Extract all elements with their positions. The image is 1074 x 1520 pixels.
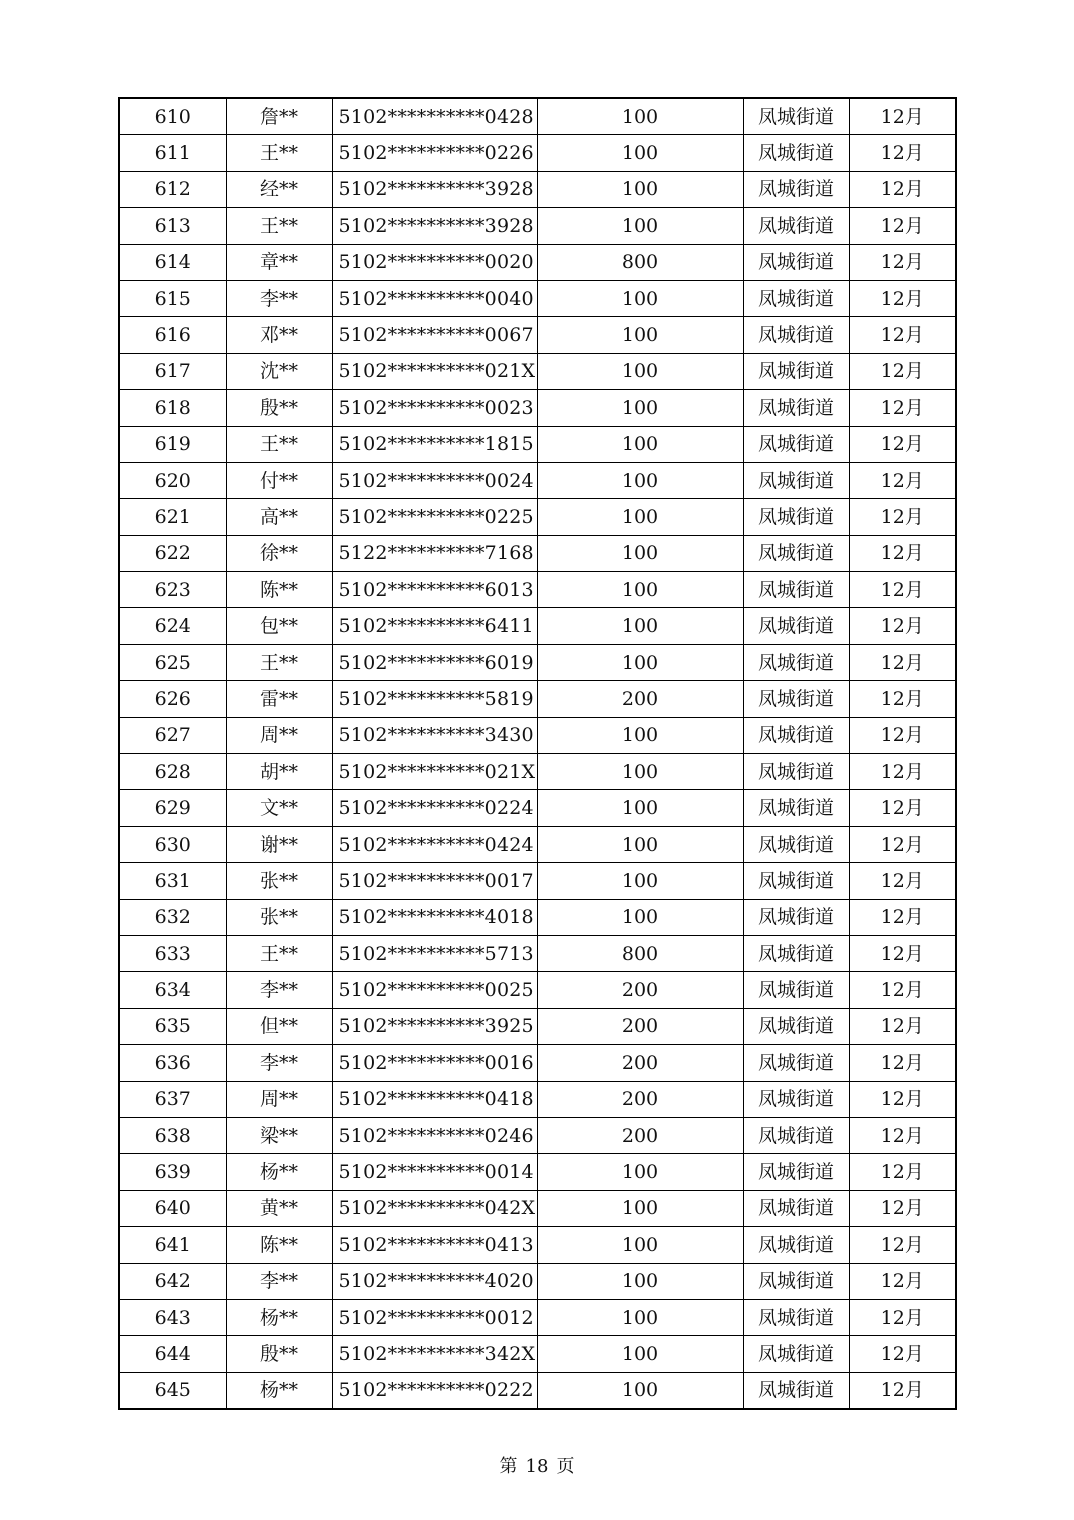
name-cell: 王** — [226, 644, 332, 680]
name-cell: 杨** — [226, 1299, 332, 1335]
street-cell: 凤城街道 — [743, 935, 849, 971]
street-cell: 凤城街道 — [743, 1372, 849, 1409]
month-cell: 12月 — [849, 717, 956, 753]
month-cell: 12月 — [849, 1154, 956, 1190]
name-cell: 谢** — [226, 826, 332, 862]
page-number: 18 — [525, 1456, 549, 1477]
table-row — [119, 353, 956, 389]
month-cell: 12月 — [849, 426, 956, 462]
amount-cell: 200 — [537, 1081, 743, 1117]
table-row — [119, 572, 956, 608]
name-cell: 李** — [226, 1263, 332, 1299]
street-cell: 凤城街道 — [743, 1154, 849, 1190]
amount-cell: 100 — [537, 1336, 743, 1372]
id-number-cell: 5102**********0246 — [332, 1117, 537, 1153]
row-number-cell: 618 — [119, 390, 226, 426]
table-row — [119, 1008, 956, 1044]
amount-cell: 100 — [537, 317, 743, 353]
month-cell: 12月 — [849, 98, 956, 135]
row-number-cell: 638 — [119, 1117, 226, 1153]
street-cell: 凤城街道 — [743, 1336, 849, 1372]
amount-cell: 100 — [537, 572, 743, 608]
table-row — [119, 1263, 956, 1299]
name-cell: 经** — [226, 171, 332, 207]
id-number-cell: 5102**********021X — [332, 754, 537, 790]
street-cell: 凤城街道 — [743, 1008, 849, 1044]
name-cell: 陈** — [226, 1227, 332, 1263]
table-row — [119, 1372, 956, 1409]
street-cell: 凤城街道 — [743, 353, 849, 389]
amount-cell: 200 — [537, 1008, 743, 1044]
row-number-cell: 628 — [119, 754, 226, 790]
amount-cell: 200 — [537, 972, 743, 1008]
id-number-cell: 5102**********5819 — [332, 681, 537, 717]
street-cell: 凤城街道 — [743, 572, 849, 608]
name-cell: 梁** — [226, 1117, 332, 1153]
table-row — [119, 1299, 956, 1335]
id-number-cell: 5102**********342X — [332, 1336, 537, 1372]
row-number-cell: 640 — [119, 1190, 226, 1226]
name-cell: 邓** — [226, 317, 332, 353]
id-number-cell: 5102**********0428 — [332, 98, 537, 135]
amount-cell: 100 — [537, 826, 743, 862]
street-cell: 凤城街道 — [743, 244, 849, 280]
street-cell: 凤城街道 — [743, 426, 849, 462]
amount-cell: 100 — [537, 1372, 743, 1409]
name-cell: 殷** — [226, 1336, 332, 1372]
name-cell: 周** — [226, 1081, 332, 1117]
row-number-cell: 622 — [119, 535, 226, 571]
table-row — [119, 1045, 956, 1081]
table-row — [119, 1336, 956, 1372]
row-number-cell: 626 — [119, 681, 226, 717]
street-cell: 凤城街道 — [743, 1045, 849, 1081]
row-number-cell: 630 — [119, 826, 226, 862]
amount-cell: 100 — [537, 1154, 743, 1190]
name-cell: 雷** — [226, 681, 332, 717]
row-number-cell: 614 — [119, 244, 226, 280]
month-cell: 12月 — [849, 899, 956, 935]
table-row — [119, 244, 956, 280]
row-number-cell: 641 — [119, 1227, 226, 1263]
name-cell: 章** — [226, 244, 332, 280]
name-cell: 王** — [226, 935, 332, 971]
month-cell: 12月 — [849, 754, 956, 790]
table-row — [119, 462, 956, 498]
street-cell: 凤城街道 — [743, 608, 849, 644]
month-cell: 12月 — [849, 1008, 956, 1044]
name-cell: 黄** — [226, 1190, 332, 1226]
name-cell: 但** — [226, 1008, 332, 1044]
month-cell: 12月 — [849, 608, 956, 644]
row-number-cell: 616 — [119, 317, 226, 353]
id-number-cell: 5122**********7168 — [332, 535, 537, 571]
table-row — [119, 935, 956, 971]
month-cell: 12月 — [849, 790, 956, 826]
name-cell: 陈** — [226, 572, 332, 608]
month-cell: 12月 — [849, 244, 956, 280]
amount-cell: 100 — [537, 1299, 743, 1335]
id-number-cell: 5102**********5713 — [332, 935, 537, 971]
amount-cell: 100 — [537, 644, 743, 680]
month-cell: 12月 — [849, 171, 956, 207]
row-number-cell: 642 — [119, 1263, 226, 1299]
street-cell: 凤城街道 — [743, 1263, 849, 1299]
table-row — [119, 535, 956, 571]
name-cell: 胡** — [226, 754, 332, 790]
table-body — [119, 98, 956, 1409]
amount-cell: 100 — [537, 462, 743, 498]
month-cell: 12月 — [849, 208, 956, 244]
amount-cell: 100 — [537, 208, 743, 244]
name-cell: 李** — [226, 280, 332, 316]
street-cell: 凤城街道 — [743, 1190, 849, 1226]
amount-cell: 800 — [537, 244, 743, 280]
id-number-cell: 5102**********4018 — [332, 899, 537, 935]
row-number-cell: 631 — [119, 863, 226, 899]
amount-cell: 100 — [537, 717, 743, 753]
amount-cell: 800 — [537, 935, 743, 971]
table-row — [119, 826, 956, 862]
amount-cell: 100 — [537, 390, 743, 426]
street-cell: 凤城街道 — [743, 317, 849, 353]
month-cell: 12月 — [849, 390, 956, 426]
table-row — [119, 972, 956, 1008]
month-cell: 12月 — [849, 826, 956, 862]
id-number-cell: 5102**********0040 — [332, 280, 537, 316]
row-number-cell: 627 — [119, 717, 226, 753]
street-cell: 凤城街道 — [743, 535, 849, 571]
id-number-cell: 5102**********0017 — [332, 863, 537, 899]
row-number-cell: 610 — [119, 98, 226, 135]
id-number-cell: 5102**********3928 — [332, 171, 537, 207]
table-row — [119, 208, 956, 244]
row-number-cell: 620 — [119, 462, 226, 498]
table-row — [119, 608, 956, 644]
row-number-cell: 643 — [119, 1299, 226, 1335]
row-number-cell: 617 — [119, 353, 226, 389]
month-cell: 12月 — [849, 1299, 956, 1335]
amount-cell: 100 — [537, 98, 743, 135]
month-cell: 12月 — [849, 972, 956, 1008]
table-row — [119, 899, 956, 935]
id-number-cell: 5102**********0226 — [332, 135, 537, 171]
amount-cell: 100 — [537, 535, 743, 571]
id-number-cell: 5102**********0424 — [332, 826, 537, 862]
name-cell: 殷** — [226, 390, 332, 426]
row-number-cell: 624 — [119, 608, 226, 644]
amount-cell: 100 — [537, 171, 743, 207]
name-cell: 王** — [226, 208, 332, 244]
table-row — [119, 135, 956, 171]
name-cell: 李** — [226, 972, 332, 1008]
footer-prefix: 第 — [499, 1456, 518, 1477]
id-number-cell: 5102**********0025 — [332, 972, 537, 1008]
street-cell: 凤城街道 — [743, 899, 849, 935]
row-number-cell: 645 — [119, 1372, 226, 1409]
row-number-cell: 644 — [119, 1336, 226, 1372]
month-cell: 12月 — [849, 1117, 956, 1153]
footer-suffix: 页 — [556, 1456, 575, 1477]
row-number-cell: 612 — [119, 171, 226, 207]
name-cell: 李** — [226, 1045, 332, 1081]
id-number-cell: 5102**********6019 — [332, 644, 537, 680]
id-number-cell: 5102**********3925 — [332, 1008, 537, 1044]
amount-cell: 200 — [537, 681, 743, 717]
table-row — [119, 499, 956, 535]
street-cell: 凤城街道 — [743, 462, 849, 498]
row-number-cell: 635 — [119, 1008, 226, 1044]
amount-cell: 200 — [537, 1045, 743, 1081]
month-cell: 12月 — [849, 535, 956, 571]
street-cell: 凤城街道 — [743, 208, 849, 244]
name-cell: 沈** — [226, 353, 332, 389]
id-number-cell: 5102**********0023 — [332, 390, 537, 426]
id-number-cell: 5102**********0020 — [332, 244, 537, 280]
street-cell: 凤城街道 — [743, 1227, 849, 1263]
id-number-cell: 5102**********0413 — [332, 1227, 537, 1263]
month-cell: 12月 — [849, 1372, 956, 1409]
amount-cell: 100 — [537, 754, 743, 790]
id-number-cell: 5102**********6411 — [332, 608, 537, 644]
id-number-cell: 5102**********0024 — [332, 462, 537, 498]
name-cell: 王** — [226, 135, 332, 171]
row-number-cell: 615 — [119, 280, 226, 316]
id-number-cell: 5102**********0225 — [332, 499, 537, 535]
id-number-cell: 5102**********0012 — [332, 1299, 537, 1335]
id-number-cell: 5102**********0067 — [332, 317, 537, 353]
name-cell: 张** — [226, 863, 332, 899]
month-cell: 12月 — [849, 572, 956, 608]
street-cell: 凤城街道 — [743, 171, 849, 207]
row-number-cell: 613 — [119, 208, 226, 244]
month-cell: 12月 — [849, 863, 956, 899]
amount-cell: 100 — [537, 353, 743, 389]
month-cell: 12月 — [849, 1045, 956, 1081]
row-number-cell: 636 — [119, 1045, 226, 1081]
month-cell: 12月 — [849, 135, 956, 171]
name-cell: 周** — [226, 717, 332, 753]
row-number-cell: 637 — [119, 1081, 226, 1117]
street-cell: 凤城街道 — [743, 972, 849, 1008]
street-cell: 凤城街道 — [743, 826, 849, 862]
name-cell: 张** — [226, 899, 332, 935]
id-number-cell: 5102**********6013 — [332, 572, 537, 608]
id-number-cell: 5102**********3430 — [332, 717, 537, 753]
name-cell: 徐** — [226, 535, 332, 571]
id-number-cell: 5102**********1815 — [332, 426, 537, 462]
street-cell: 凤城街道 — [743, 790, 849, 826]
row-number-cell: 633 — [119, 935, 226, 971]
table-row — [119, 171, 956, 207]
street-cell: 凤城街道 — [743, 1117, 849, 1153]
name-cell: 高** — [226, 499, 332, 535]
row-number-cell: 619 — [119, 426, 226, 462]
name-cell: 詹** — [226, 98, 332, 135]
name-cell: 王** — [226, 426, 332, 462]
row-number-cell: 629 — [119, 790, 226, 826]
month-cell: 12月 — [849, 681, 956, 717]
amount-cell: 100 — [537, 280, 743, 316]
month-cell: 12月 — [849, 1227, 956, 1263]
id-number-cell: 5102**********0016 — [332, 1045, 537, 1081]
id-number-cell: 5102**********4020 — [332, 1263, 537, 1299]
amount-cell: 100 — [537, 608, 743, 644]
id-number-cell: 5102**********0222 — [332, 1372, 537, 1409]
month-cell: 12月 — [849, 317, 956, 353]
table-row — [119, 426, 956, 462]
id-number-cell: 5102**********0224 — [332, 790, 537, 826]
month-cell: 12月 — [849, 1336, 956, 1372]
street-cell: 凤城街道 — [743, 1299, 849, 1335]
month-cell: 12月 — [849, 644, 956, 680]
month-cell: 12月 — [849, 462, 956, 498]
amount-cell: 100 — [537, 426, 743, 462]
table-row — [119, 317, 956, 353]
id-number-cell: 5102**********042X — [332, 1190, 537, 1226]
amount-cell: 100 — [537, 499, 743, 535]
table-row — [119, 790, 956, 826]
row-number-cell: 611 — [119, 135, 226, 171]
street-cell: 凤城街道 — [743, 499, 849, 535]
month-cell: 12月 — [849, 1190, 956, 1226]
table-row — [119, 1117, 956, 1153]
name-cell: 杨** — [226, 1154, 332, 1190]
table-row — [119, 681, 956, 717]
month-cell: 12月 — [849, 353, 956, 389]
street-cell: 凤城街道 — [743, 644, 849, 680]
table-row — [119, 1190, 956, 1226]
table-row — [119, 1081, 956, 1117]
month-cell: 12月 — [849, 499, 956, 535]
table-row — [119, 1154, 956, 1190]
row-number-cell: 625 — [119, 644, 226, 680]
amount-cell: 100 — [537, 790, 743, 826]
table-row — [119, 98, 956, 135]
amount-cell: 100 — [537, 1190, 743, 1226]
subsidy-table — [118, 97, 957, 1410]
amount-cell: 100 — [537, 1227, 743, 1263]
table-row — [119, 390, 956, 426]
name-cell: 付** — [226, 462, 332, 498]
table-row — [119, 717, 956, 753]
table-row — [119, 863, 956, 899]
table-row — [119, 644, 956, 680]
row-number-cell: 623 — [119, 572, 226, 608]
row-number-cell: 634 — [119, 972, 226, 1008]
amount-cell: 100 — [537, 899, 743, 935]
month-cell: 12月 — [849, 280, 956, 316]
id-number-cell: 5102**********0418 — [332, 1081, 537, 1117]
name-cell: 包** — [226, 608, 332, 644]
street-cell: 凤城街道 — [743, 1081, 849, 1117]
row-number-cell: 621 — [119, 499, 226, 535]
row-number-cell: 639 — [119, 1154, 226, 1190]
street-cell: 凤城街道 — [743, 98, 849, 135]
amount-cell: 100 — [537, 1263, 743, 1299]
street-cell: 凤城街道 — [743, 754, 849, 790]
amount-cell: 100 — [537, 135, 743, 171]
street-cell: 凤城街道 — [743, 280, 849, 316]
page-footer — [0, 1456, 1074, 1478]
table-row — [119, 280, 956, 316]
id-number-cell: 5102**********3928 — [332, 208, 537, 244]
street-cell: 凤城街道 — [743, 717, 849, 753]
month-cell: 12月 — [849, 1081, 956, 1117]
street-cell: 凤城街道 — [743, 681, 849, 717]
id-number-cell: 5102**********0014 — [332, 1154, 537, 1190]
id-number-cell: 5102**********021X — [332, 353, 537, 389]
amount-cell: 100 — [537, 863, 743, 899]
name-cell: 文** — [226, 790, 332, 826]
street-cell: 凤城街道 — [743, 135, 849, 171]
street-cell: 凤城街道 — [743, 390, 849, 426]
row-number-cell: 632 — [119, 899, 226, 935]
month-cell: 12月 — [849, 935, 956, 971]
table-row — [119, 754, 956, 790]
month-cell: 12月 — [849, 1263, 956, 1299]
name-cell: 杨** — [226, 1372, 332, 1409]
street-cell: 凤城街道 — [743, 863, 849, 899]
amount-cell: 200 — [537, 1117, 743, 1153]
table-row — [119, 1227, 956, 1263]
